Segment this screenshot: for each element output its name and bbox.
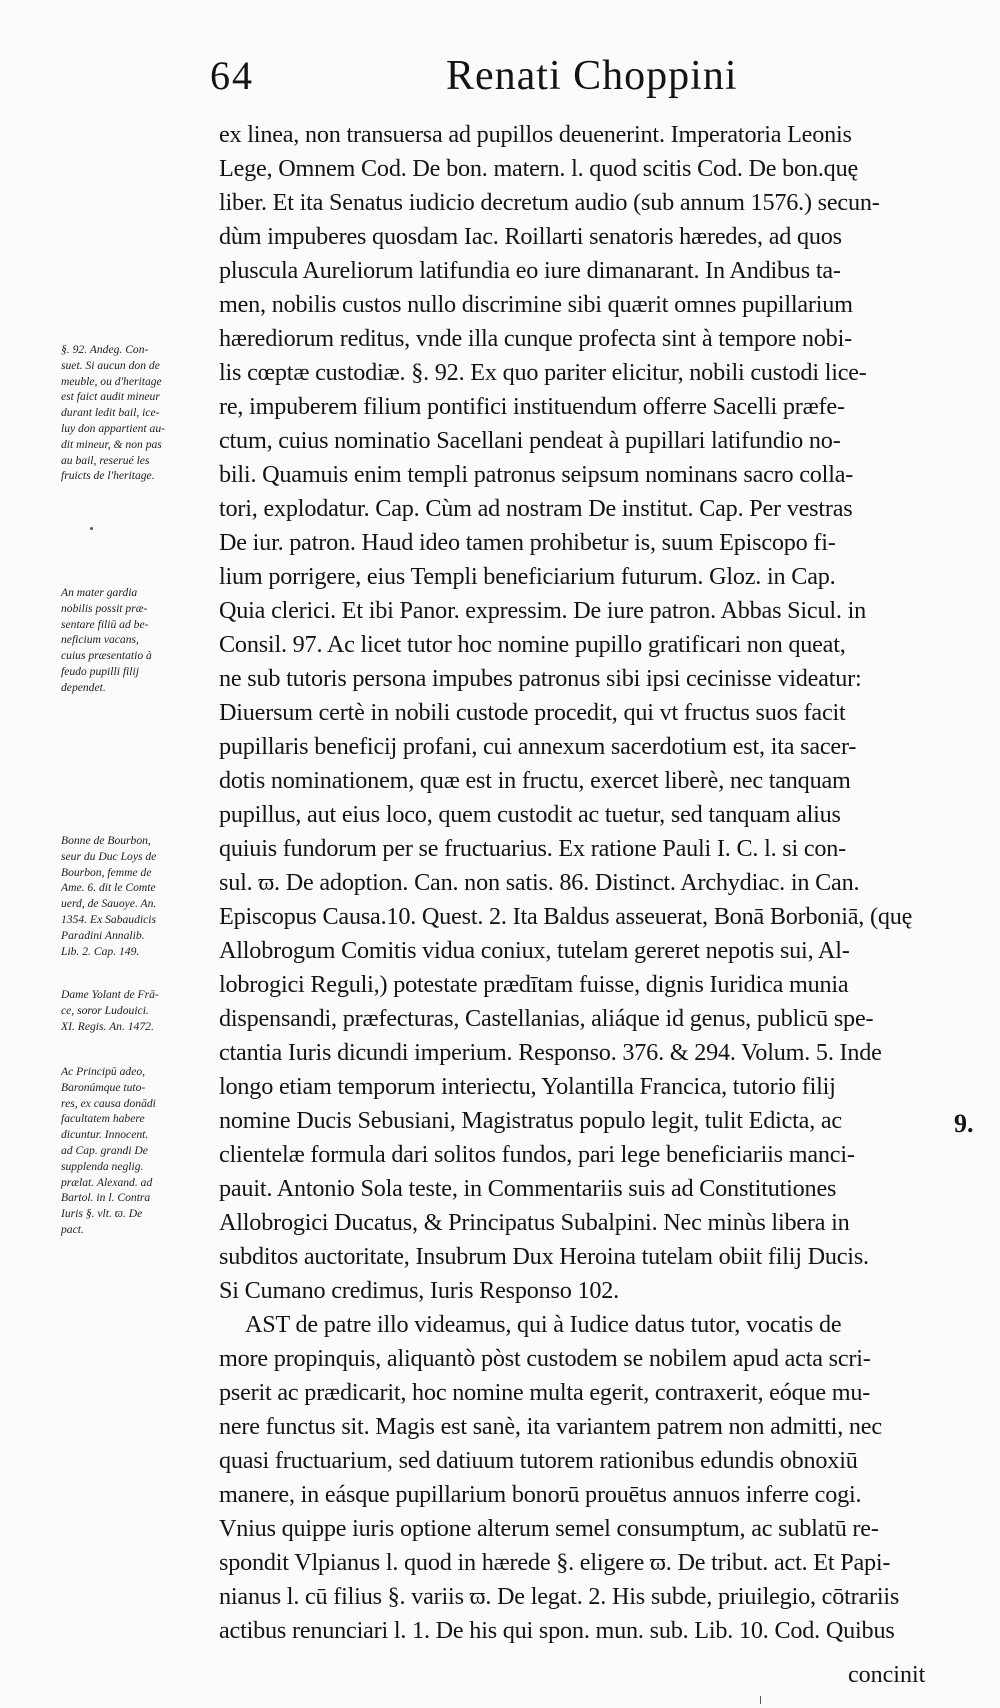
margin-note-line: pact. [61, 1222, 84, 1236]
text-line: tori, explodatur. Cap. Cùm ad nostram De institut. Cap. Per vestras [219, 495, 853, 522]
text-line: Diuersum certè in nobili custode procedit, qui vt fructus suos facit [219, 699, 846, 726]
margin-note-line: au bail, reserué les [61, 453, 150, 467]
text-line: re, impuberem filium pontifici instituendum offerre Sacelli præfe- [219, 393, 845, 420]
running-title: Renati Choppini [446, 53, 738, 99]
margin-note-line: prælat. Alexand. ad [61, 1175, 153, 1189]
text-line: Allobrogum Comitis vidua coniux, tutelam gereret nepotis sui, Al- [219, 937, 850, 964]
text-line: Allobrogici Ducatus, & Principatus Subalpini. Nec minùs libera in [219, 1209, 850, 1236]
margin-note-line: Bartol. in l. Contra [61, 1191, 151, 1205]
text-line: men, nobilis custos nullo discrimine sibi quærit omnes pupillarium [219, 291, 853, 318]
margin-note [61, 833, 213, 959]
margin-note-line: Bourbon, femme de [61, 865, 152, 879]
text-line: subditos auctoritate, Insubrum Dux Heroina tutelam obiit filij Ducis. [219, 1243, 869, 1270]
margin-note-line: Lib. 2. Cap. 149. [61, 944, 140, 958]
text-line: quiuis fundorum per se fructuarius. Ex ratione Pauli I. C. l. si con- [219, 835, 847, 862]
margin-note-line: est faict audit mineur [61, 390, 160, 404]
text-line: Episcopus Causa.10. Quest. 2. Ita Baldus asseuerat, Bonā Borboniā, (quę [219, 903, 913, 930]
margin-note-line: An mater gardia [61, 586, 138, 599]
margin-note-line: ce, soror Ludouici. [61, 1003, 149, 1017]
text-line: Quia clerici. Et ibi Panor. expressim. De iure patron. Abbas Sicul. in [219, 597, 866, 624]
margin-note-line: nobilis possit præ- [61, 601, 148, 615]
text-line: pupillus, aut eius loco, quem custodit ac tuetur, sed tanquam alius [219, 801, 841, 828]
text-line: manere, in eásque pupillarium bonorū prouētus annuos inferre cogi. [219, 1481, 862, 1508]
text-line [219, 1648, 941, 1682]
text-line: ctum, cuius nominatio Sacellani pendeat à pupillari latifundio no- [219, 427, 841, 454]
text-line: dùm impuberes quosdam Iac. Roillarti senatoris hæredes, ad quos [219, 223, 842, 250]
text-line: lobrogici Reguli,) potestate prædītam fuisse, dignis Iuridica munia [219, 971, 849, 998]
margin-note-line: Bonne de Bourbon, [61, 834, 151, 847]
running-head [0, 52, 1000, 104]
margin-note-line: durant ledit bail, ice- [61, 406, 160, 420]
main-text-block [219, 118, 941, 1682]
text-line: liber. Et ita Senatus iudicio decretum audio (sub annum 1576.) secun- [219, 189, 880, 216]
margin-note-line: Iuris §. vlt. ϖ. De [61, 1207, 143, 1221]
text-line: Consil. 97. Ac licet tutor hoc nomine pupillo gratificari non queat, [219, 631, 846, 658]
margin-note-line: meuble, ou d'heritage [61, 374, 162, 388]
text-line: dispensandi, præfecturas, Castellanias, aliáque id genus, publicū spe- [219, 1005, 874, 1032]
margin-note-line: cuius præsentatio à [61, 649, 152, 663]
margin-note-line: supplenda neglig. [61, 1159, 144, 1173]
text-line: lis cœptæ custodiæ. §. 92. Ex quo pariter elicitur, nobili custodi lice- [219, 359, 867, 386]
margin-note-line: ad Cap. grandi De [61, 1143, 148, 1157]
margin-note-line: Paradini Annalib. [61, 928, 145, 942]
text-line: pluscula Aureliorum latifundia eo iure dimanarant. In Andibus ta- [219, 257, 841, 284]
margin-note-line: 1354. Ex Sabaudicis [61, 912, 156, 926]
text-line: ctantia Iuris dicundi imperium. Responso. 376. & 294. Volum. 5. Inde [219, 1039, 882, 1066]
text-line: pauit. Antonio Sola teste, in Commentariis suis ad Constitutiones [219, 1175, 837, 1202]
text-line: nomine Ducis Sebusiani, Magistratus populo legit, tulit Edicta, ac [219, 1107, 842, 1134]
margin-note [61, 987, 213, 1034]
margin-note-line: facultatem habere [61, 1112, 145, 1126]
text-line: pupillaris beneficij profani, cui annexum sacerdotium est, ita sacer- [219, 733, 857, 760]
text-line: hærediorum reditus, vnde illa cunque profecta sint à tempore nobi- [219, 325, 852, 352]
margin-note-line: seur du Duc Loys de [61, 849, 157, 863]
page-number: 64 [210, 53, 254, 98]
margin-note-line: sentare filiū ad be- [61, 617, 149, 631]
margin-note-line: suet. Si aucun don de [61, 358, 160, 372]
text-line: dotis nominationem, quæ est in fructu, exercet liberè, nec tanquam [219, 767, 851, 794]
margin-note-line: fruicts de l'heritage. [61, 469, 155, 483]
section-number: 9. [954, 1109, 974, 1138]
text-line: more propinquis, aliquantò pòst custodem se nobilem apud acta scri- [219, 1345, 871, 1372]
margin-note-line: dicuntur. Innocent. [61, 1128, 149, 1142]
margin-note [61, 585, 213, 696]
margin-note [61, 1064, 213, 1238]
margin-note [61, 342, 213, 484]
text-line: Lege, Omnem Cod. De bon. matern. l. quod scitis Cod. De bon.quę [219, 155, 859, 182]
text-line: bili. Quamuis enim templi patronus seipsum nominans sacro colla- [219, 461, 854, 488]
catchword: concinit [848, 1662, 926, 1688]
margin-note-line: Dame Yolant de Frā- [61, 988, 159, 1001]
text-line: spondit Vlpianus l. quod in hærede §. eligere ϖ. De tribut. act. Et Papi- [219, 1549, 891, 1576]
text-line: clientelæ formula dari solitos fundos, pari lege beneficiariis manci- [219, 1141, 855, 1168]
text-line: nere functus sit. Magis est sanè, ita variantem patrem non admitti, nec [219, 1413, 882, 1440]
text-line: sul. ϖ. De adoption. Can. non satis. 86. Distinct. Archydiac. in Can. [219, 869, 860, 896]
print-mark [90, 527, 93, 530]
margin-note-line: res, ex causa donādi [61, 1096, 156, 1110]
text-line: nianus l. cū filius §. variis ϖ. De legat. 2. His subde, priuilegio, cōtrariis [219, 1583, 900, 1610]
text-line: ex linea, non transuersa ad pupillos deuenerint. Imperatoria Leonis [219, 121, 852, 148]
margin-note-line: Ac Principū adeo, [61, 1065, 146, 1078]
print-mark [760, 1696, 761, 1704]
text-line: pserit ac prædicarit, hoc nomine multa egerit, contraxerit, eóque mu- [219, 1379, 871, 1406]
text-line: Vnius quippe iuris optione alterum semel consumptum, ac sublatū re- [219, 1515, 879, 1542]
text-line: quasi fructuarium, sed datiuum tutorem rationibus edundis obnoxiū [219, 1447, 858, 1474]
text-line: ne sub tutoris persona impubes patronus sibi ipsi cecinisse videatur: [219, 665, 862, 692]
text-line: Si Cumano credimus, Iuris Responso 102. [219, 1277, 620, 1304]
text-line: lium porrigere, eius Templi beneficiarium futurum. Gloz. in Cap. [219, 563, 836, 590]
text-line: actibus renunciari l. 1. De his qui spon. mun. sub. Lib. 10. Cod. Quibus [219, 1617, 895, 1644]
margin-note-line: neficium vacans, [61, 633, 139, 647]
margin-note-line: feudo pupilli filij [61, 664, 139, 678]
margin-note-line: §. 92. Andeg. Con- [61, 343, 149, 356]
text-line: longo etiam temporum interiectu, Yolantilla Francica, tutorio filij [219, 1073, 836, 1100]
margin-note-line: dit mineur, & non pas [61, 437, 162, 451]
margin-note-line: uerd, de Sauoye. An. [61, 897, 157, 911]
margin-note-line: XI. Regis. An. 1472. [61, 1019, 154, 1033]
paragraph-start-line: AST de patre illo videamus, qui à Iudice datus tutor, vocatis de [245, 1311, 842, 1338]
text-line: De iur. patron. Haud ideo tamen prohibetur is, suum Episcopo fi- [219, 529, 836, 556]
margin-note-line: Baronúmque tuto- [61, 1080, 146, 1094]
margin-note-line: Ame. 6. dit le Comte [61, 881, 156, 895]
margin-note-line: dependet. [61, 680, 106, 694]
margin-note-line: luy don appartient au- [61, 421, 166, 435]
